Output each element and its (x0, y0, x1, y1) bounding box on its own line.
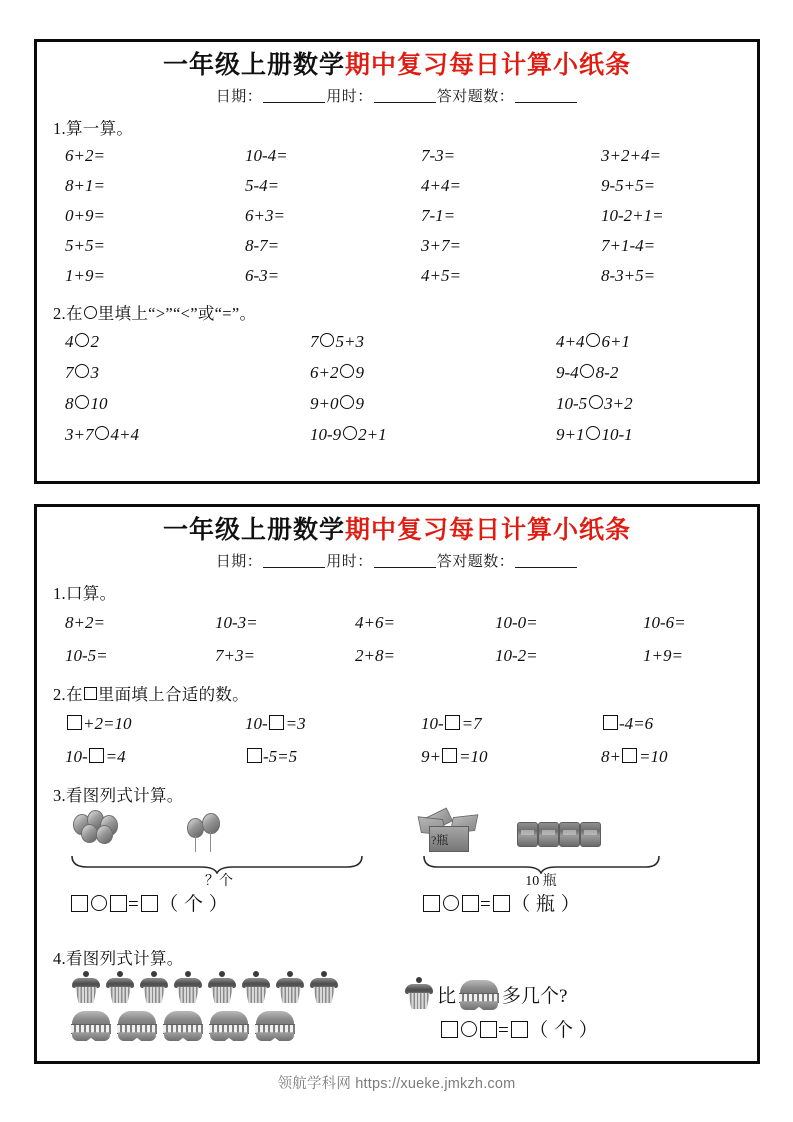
date-blank[interactable] (263, 552, 325, 568)
worksheet-2-meta-line (51, 550, 743, 571)
burger-bottom-bun (72, 1032, 110, 1041)
arithmetic-item[interactable]: 4+5= (421, 266, 461, 286)
cupcake-base (408, 992, 430, 1009)
fill-box-item[interactable] (421, 707, 601, 740)
cupcake-cherry (83, 971, 89, 977)
section-heading-1-2 (53, 300, 743, 324)
arithmetic-item[interactable]: 10-6= (643, 613, 686, 633)
compare-circle[interactable] (75, 395, 89, 409)
compare-circle[interactable] (586, 426, 600, 440)
compare-item[interactable] (310, 326, 556, 357)
arithmetic-item[interactable]: 7+1-4= (601, 236, 656, 256)
arithmetic-item[interactable]: 4+4= (421, 176, 461, 196)
cupcake-base (211, 986, 233, 1003)
right-expression: 5+3 (335, 332, 364, 352)
cupcake-icon (105, 971, 135, 1006)
compare-item[interactable] (65, 419, 310, 450)
cupcake-icon (404, 977, 434, 1010)
section-heading-2-4: 4.看图列式计算。 (53, 949, 184, 969)
section-heading-2-1: 1.口算。 (53, 584, 117, 604)
arithmetic-item[interactable]: 10-3= (215, 613, 258, 633)
fill-box-item[interactable] (65, 740, 245, 773)
right-expression: 8-2 (595, 363, 619, 383)
cupcake-icon (241, 971, 271, 1006)
heading-suffix: 里填上“>”“<”或“=”。 (97, 304, 257, 324)
right-part: =4 (105, 747, 126, 767)
left-expression: 9+1 (556, 425, 585, 445)
equals-sign: = (128, 894, 140, 916)
cupcake-icon (139, 971, 169, 1006)
right-expression: 9 (355, 394, 364, 414)
time-label: 用时： (326, 554, 373, 571)
question-end: 多几个? (502, 986, 568, 1008)
worksheet-card-1 (34, 39, 760, 484)
compare-circle[interactable] (340, 364, 354, 378)
arithmetic-item[interactable]: 1+9= (643, 646, 683, 666)
time-label: 用时： (326, 89, 373, 106)
right-part: -4=6 (619, 714, 654, 734)
bottle-unit: （ 瓶 ） (511, 894, 581, 916)
operator-circle[interactable] (443, 895, 459, 911)
correct-label: 答对题数： (436, 554, 515, 571)
arithmetic-item[interactable]: 1+9= (65, 266, 105, 286)
left-expression: 6+2 (310, 363, 339, 383)
section-heading-1-1: 1.算一算。 (53, 119, 134, 139)
arithmetic-item[interactable]: 9-5+5= (601, 176, 656, 196)
left-expression: 7 (65, 363, 74, 383)
fill-box-item[interactable] (421, 740, 601, 773)
arithmetic-item[interactable]: 4+6= (355, 613, 395, 633)
cupcake-base (279, 986, 301, 1003)
right-expression: 10-1 (601, 425, 633, 445)
title-red-part: 期中复习每日计算小纸条 (345, 52, 632, 79)
cupcake-base (313, 986, 335, 1003)
worksheet-1-title (51, 50, 743, 81)
section-heading-2-2 (53, 681, 743, 705)
fill-box-item[interactable] (245, 707, 421, 740)
balloon-illustration (69, 808, 369, 854)
compare-item[interactable] (310, 357, 556, 388)
footer-watermark: 领航学科网 https://xueke.jmkzh.com (277, 1076, 516, 1092)
balloon-icon (202, 813, 220, 834)
compare-item[interactable] (65, 326, 310, 357)
arithmetic-item[interactable]: 10-2+1= (601, 206, 664, 226)
compare-item[interactable] (556, 357, 743, 388)
compare-circle[interactable] (589, 395, 603, 409)
answer-box[interactable] (269, 715, 284, 730)
arithmetic-item[interactable]: 5+5= (65, 236, 105, 256)
fill-box-item[interactable] (601, 740, 743, 773)
answer-box[interactable] (423, 895, 440, 912)
heading-prefix: 2.在 (53, 304, 83, 324)
cupcake-cherry (253, 971, 259, 977)
time-blank[interactable] (374, 87, 436, 103)
right-part: =3 (285, 714, 306, 734)
bottle-icon (517, 822, 538, 847)
question-mid: 比 (437, 986, 457, 1008)
operator-circle[interactable] (461, 1021, 477, 1037)
circle-icon (84, 306, 97, 319)
burger-top-bun (210, 1011, 248, 1025)
title-red-part: 期中复习每日计算小纸条 (345, 517, 632, 544)
burger-icon (255, 1011, 295, 1041)
right-expression: 3+2 (604, 394, 633, 414)
right-expression: 3 (90, 363, 99, 383)
burger-icon (459, 980, 499, 1010)
answer-box[interactable] (67, 715, 82, 730)
worksheet-1-meta-line (51, 85, 743, 106)
burger-bottom-bun (164, 1032, 202, 1041)
burger-bottom-bun (210, 1032, 248, 1041)
answer-box[interactable] (141, 895, 158, 912)
left-part: 10- (65, 747, 88, 767)
cupcake-base (143, 986, 165, 1003)
compare-circle[interactable] (95, 426, 109, 440)
bottle-brace-label: 10 瓶 (525, 874, 557, 890)
compare-circle[interactable] (75, 364, 89, 378)
balloon-brace-label: ？个 (205, 874, 233, 890)
right-part: =10 (638, 747, 668, 767)
compare-item[interactable] (65, 388, 310, 419)
left-part: 10- (245, 714, 268, 734)
title-black-part: 一年级上册数学 (162, 52, 345, 79)
compare-circle[interactable] (343, 426, 357, 440)
cupcake-icon (207, 971, 237, 1006)
arithmetic-item[interactable]: 10-0= (495, 613, 538, 633)
right-part: =10 (458, 747, 488, 767)
left-expression: 4 (65, 332, 74, 352)
burger-top-bun (164, 1011, 202, 1025)
compare-item[interactable] (556, 419, 743, 450)
correct-label: 答对题数： (436, 89, 515, 106)
burger-icon (209, 1011, 249, 1041)
arithmetic-item[interactable]: 2+8= (355, 646, 395, 666)
cupcake-cherry (416, 977, 422, 983)
right-expression: 2+1 (358, 425, 387, 445)
arithmetic-item[interactable]: 7-3= (421, 146, 456, 166)
answer-box[interactable] (493, 895, 510, 912)
arithmetic-item[interactable]: 10-4= (245, 146, 288, 166)
answer-box[interactable] (442, 748, 457, 763)
fill-box-item[interactable] (601, 707, 743, 740)
burger-icon (163, 1011, 203, 1041)
arithmetic-item[interactable]: 8+2= (65, 613, 105, 633)
arithmetic-item[interactable]: 10-2= (495, 646, 538, 666)
answer-box[interactable] (247, 748, 262, 763)
heading-suffix: 里面填上合适的数。 (97, 685, 249, 705)
burger-bottom-bun (460, 1001, 498, 1010)
cupcake-icon (309, 971, 339, 1006)
burger-top-bun (72, 1011, 110, 1025)
picture-problem-bottles (421, 808, 721, 916)
cupcake-base (75, 986, 97, 1003)
square-icon (84, 687, 97, 700)
fill-box-item[interactable] (65, 707, 245, 740)
balloon-brace (69, 854, 369, 888)
answer-box[interactable] (71, 895, 88, 912)
bottle-illustration (421, 808, 721, 854)
right-expression: 2 (90, 332, 99, 352)
arithmetic-grid-1-1 (65, 141, 743, 291)
open-box-icon (421, 812, 475, 850)
section-heading-2-3: 3.看图列式计算。 (53, 786, 184, 806)
operator-circle[interactable] (91, 895, 107, 911)
compare-grid-1-2 (65, 326, 743, 450)
picture-problem-row (51, 808, 743, 936)
box-label: ?瓶 (431, 833, 449, 848)
arithmetic-item[interactable]: 0+9= (65, 206, 105, 226)
arithmetic-item[interactable]: 6+2= (65, 146, 105, 166)
burger-top-bun (460, 980, 498, 994)
cupcake-cherry (321, 971, 327, 977)
cupcake-cherry (287, 971, 293, 977)
arithmetic-item[interactable]: 7-1= (421, 206, 456, 226)
compare-item[interactable] (65, 357, 310, 388)
arithmetic-item[interactable]: 8-7= (245, 236, 280, 256)
cupcake-cherry (117, 971, 123, 977)
cupcake-icon (173, 971, 203, 1006)
worksheet-card-2 (34, 504, 760, 1064)
right-expression: 6+1 (601, 332, 630, 352)
compare-unit: （ 个 ） (529, 1020, 599, 1042)
fill-box-item[interactable] (245, 740, 421, 773)
fill-box-grid-2-2 (65, 707, 743, 773)
arithmetic-item[interactable]: 10-5= (65, 646, 108, 666)
date-blank[interactable] (263, 87, 325, 103)
arithmetic-item[interactable]: 3+7= (421, 236, 461, 256)
answer-box[interactable] (511, 1021, 528, 1038)
picture-problem-balloons (69, 808, 369, 916)
heading-prefix: 2.在 (53, 685, 83, 705)
left-part: 8+ (601, 747, 621, 767)
arithmetic-item[interactable]: 8-3+5= (601, 266, 656, 286)
cupcake-icon (71, 971, 101, 1006)
cupcake-cherry (151, 971, 157, 977)
burger-top-bun (118, 1011, 156, 1025)
compare-circle[interactable] (75, 333, 89, 347)
compare-question (401, 977, 598, 1014)
bottle-equation (421, 889, 721, 916)
cupcake-cherry (219, 971, 225, 977)
burger-top-bun (256, 1011, 294, 1025)
left-expression: 10-5 (556, 394, 588, 414)
compare-circle[interactable] (320, 333, 334, 347)
arithmetic-item[interactable]: 5-4= (245, 176, 280, 196)
answer-box[interactable] (441, 1021, 458, 1038)
cupcake-base (109, 986, 131, 1003)
burger-bottom-bun (118, 1032, 156, 1041)
arithmetic-item[interactable]: 3+2+4= (601, 146, 661, 166)
correct-blank[interactable] (515, 87, 577, 103)
cupcake-cherry (185, 971, 191, 977)
balloon-string (210, 832, 211, 852)
arithmetic-item[interactable]: 6+3= (245, 206, 285, 226)
left-expression: 9-4 (556, 363, 579, 383)
right-part: -5=5 (263, 747, 298, 767)
food-compare-area (51, 971, 743, 1081)
date-label: 日期： (215, 554, 263, 571)
arithmetic-item[interactable]: 7+3= (215, 646, 255, 666)
cupcake-icon (275, 971, 305, 1006)
compare-item[interactable] (310, 419, 556, 450)
cupcake-base (177, 986, 199, 1003)
compare-item[interactable] (310, 388, 556, 419)
left-expression: 7 (310, 332, 319, 352)
worksheet-2-title (51, 515, 743, 546)
burger-bottom-bun (256, 1032, 294, 1041)
arithmetic-item[interactable]: 8+1= (65, 176, 105, 196)
equals-sign: = (480, 894, 492, 916)
answer-box[interactable] (480, 1021, 497, 1038)
burger-icon (71, 1011, 111, 1041)
burger-icon (117, 1011, 157, 1041)
correct-blank[interactable] (515, 552, 577, 568)
answer-box[interactable] (603, 715, 618, 730)
time-blank[interactable] (374, 552, 436, 568)
left-expression: 3+7 (65, 425, 94, 445)
left-part: 10- (421, 714, 444, 734)
answer-box[interactable] (445, 715, 460, 730)
compare-circle[interactable] (340, 395, 354, 409)
left-part: 9+ (421, 747, 441, 767)
compare-equation (439, 1015, 598, 1042)
left-expression: 4+4 (556, 332, 585, 352)
left-expression: 8 (65, 394, 74, 414)
arithmetic-item[interactable]: 6-3= (245, 266, 280, 286)
balloon-icon (96, 825, 113, 844)
equals-sign: = (498, 1020, 510, 1042)
answer-box[interactable] (622, 748, 637, 763)
left-expression: 10-9 (310, 425, 342, 445)
arithmetic-grid-2-1 (65, 606, 743, 672)
date-label: 日期： (215, 89, 263, 106)
balloon-unit: （ 个 ） (159, 894, 229, 916)
bottle-icon (559, 822, 580, 847)
food-question-block (401, 977, 598, 1042)
bottle-icon (580, 822, 601, 847)
right-expression: 9 (355, 363, 364, 383)
right-expression: 10 (90, 394, 108, 414)
answer-box[interactable] (89, 748, 104, 763)
compare-item[interactable] (556, 326, 743, 357)
bottle-brace (421, 854, 721, 888)
bottle-icon (538, 822, 559, 847)
balloon-string (195, 836, 196, 852)
answer-box[interactable] (462, 895, 479, 912)
left-expression: 9+0 (310, 394, 339, 414)
cupcake-base (245, 986, 267, 1003)
title-black-part: 一年级上册数学 (162, 517, 345, 544)
compare-item[interactable] (556, 388, 743, 419)
answer-box[interactable] (110, 895, 127, 912)
balloon-equation (69, 889, 369, 916)
compare-circle[interactable] (580, 364, 594, 378)
right-part: +2=10 (83, 714, 132, 734)
compare-circle[interactable] (586, 333, 600, 347)
right-part: =7 (461, 714, 482, 734)
right-expression: 4+4 (110, 425, 139, 445)
